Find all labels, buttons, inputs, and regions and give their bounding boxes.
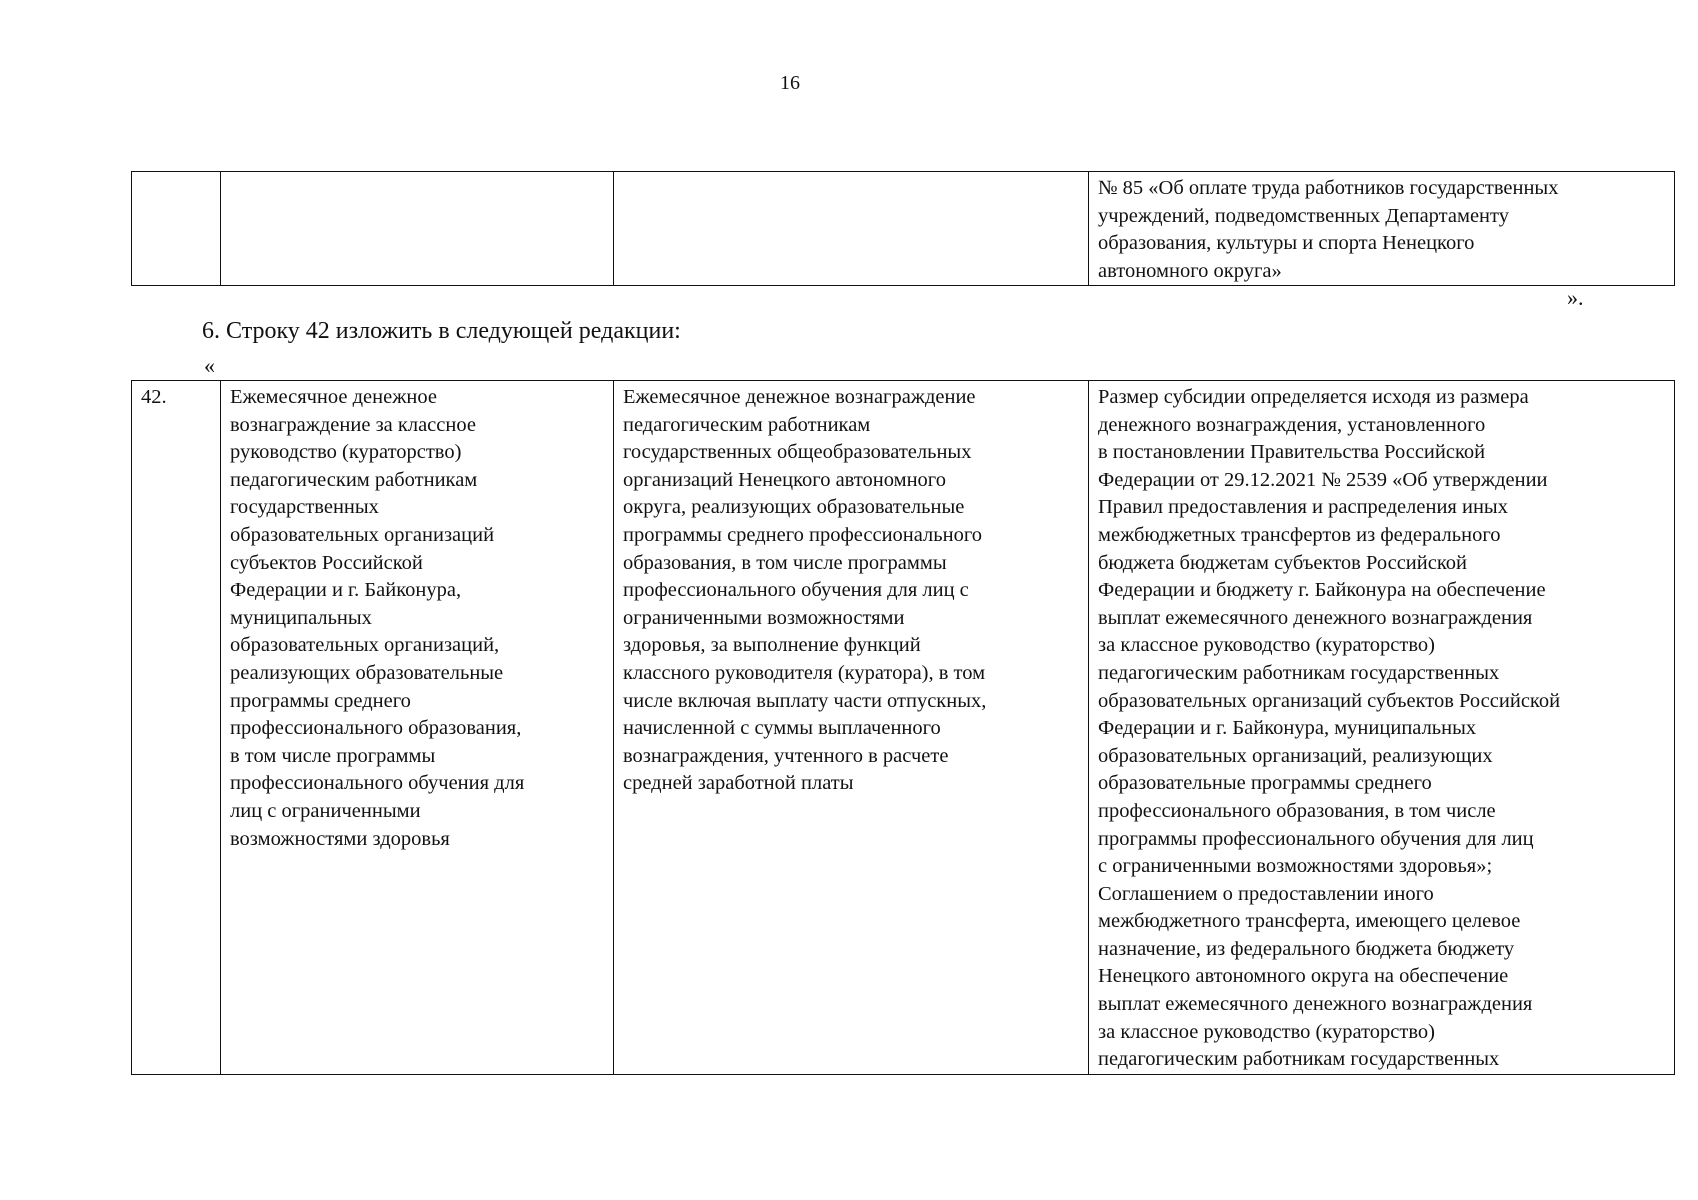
closing-quote: ».	[1567, 285, 1584, 310]
cell-number	[132, 172, 221, 286]
cell-description	[614, 381, 1089, 1075]
cell-description	[614, 172, 1089, 286]
row-description-text: Ежемесячное денежное вознаграждение педагогическим работникам государственных общеобразовательных организаций Ненецкого автономного округа, реализующих образовательные программы среднего профессионального образования, в том числе программы профессионального обучения для лиц с ограниченными возможностями здоровья, за выполнение функций классного руководителя (куратора), в том числе включая выплату части отпускных, начисленной с суммы выплаченного вознаграждения, учтенного в расчете средней заработной платы	[623, 386, 987, 795]
row-name-text: Ежемесячное денежное вознаграждение за классное руководство (кураторство) педагогическим работникам государственных образовательных организаций субъектов Российской Федерации и г. Байконура, муниципальных образовательных организаций, реализующих образовательные программы среднего профессионального образования, в том числе программы профессионального обучения для лиц с ограниченными возможностями здоровья	[230, 386, 525, 850]
instruction-heading: 6. Строку 42 изложить в следующей редакции:	[202, 318, 681, 344]
row-number: 42.	[141, 386, 167, 408]
row-basis-text: Размер субсидии определяется исходя из размера денежного вознаграждения, установленного в постановлении Правительства Российской Федерации от 29.12.2021 № 2539 «Об утверждении Правил предоставления и распределения иных межбюджетных трансфертов из федерального бюджета бюджетам субъектов Российской Федерации и бюджету г. Байконура на обеспечение выплат ежемесячного денежного вознаграждения за классное руководство (кураторство) педагогическим работникам государственных образовательных организаций субъектов Российской Федерации и г. Байконура, муниципальных образовательных организаций, реализующих образовательные программы среднего профессионального образования, в том числе программы профессионального обучения для лиц с ограниченными возможностями здоровья»; Соглашением о предоставлении иного межбюджетного трансферта, имеющего целевое назначение, из федерального бюджета бюджету Ненецкого автономного округа на обеспечение выплат ежемесячного денежного вознаграждения за классное руководство (кураторство) педагогическим работникам государственных	[1098, 386, 1561, 1071]
page-number: 16	[780, 72, 800, 94]
table-row-42	[131, 380, 1675, 1075]
table-row	[132, 381, 1675, 1075]
cell-number	[132, 381, 221, 1075]
table-top-continuation	[131, 171, 1675, 286]
opening-quote: «	[204, 353, 215, 378]
cell-name	[221, 381, 614, 1075]
basis-text: № 85 «Об оплате труда работников государственных учреждений, подведомственных Департаменту образования, культуры и спорта Ненецкого автономного округа»	[1098, 177, 1559, 282]
table-row	[132, 172, 1675, 286]
cell-name	[221, 172, 614, 286]
cell-basis	[1089, 172, 1675, 286]
cell-basis	[1089, 381, 1675, 1075]
